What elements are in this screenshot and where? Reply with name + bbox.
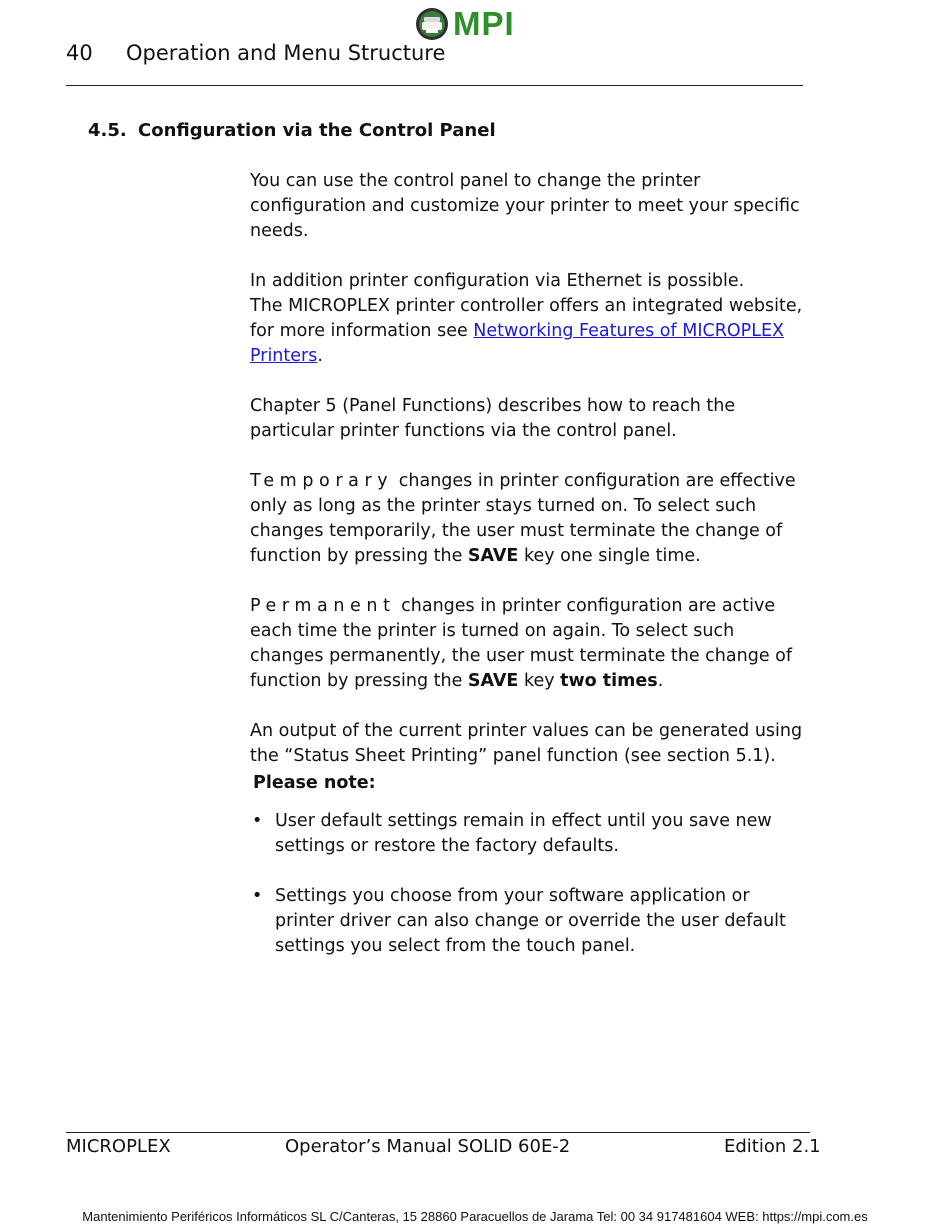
list-item: • Settings you choose from your software application or printer driver can also change or override the user default settings you select from the touch panel. xyxy=(252,886,786,956)
networking-features-link[interactable]: Networking Features of MICROPLEX Printers xyxy=(250,321,784,366)
footer-rule xyxy=(66,1132,810,1133)
footer-manual-title: Operator’s Manual SOLID 60E-2 xyxy=(285,1136,571,1157)
paragraph-intro: You can use the control panel to change the printer configuration and customize your printer to meet your specific needs. xyxy=(250,171,800,241)
bullet-icon: • xyxy=(252,811,263,831)
paragraph-status-sheet: An output of the current printer values can be generated using the “Status Sheet Printing” panel function (see section 5.1). xyxy=(250,721,803,766)
paragraph-permanent: Permanent changes in printer configuration are active each time the printer is turned on again. To select such changes permanently, the user must terminate the change of function by pressing the SAVE key two times. xyxy=(250,596,793,691)
permanent-term: Permanent xyxy=(250,596,396,616)
mpi-logo xyxy=(415,6,515,42)
header-rule xyxy=(66,85,803,86)
temporary-term: Temporary xyxy=(250,471,394,491)
note-heading: Please note: xyxy=(253,773,376,793)
page-number: 40 xyxy=(66,41,93,65)
bullet-icon: • xyxy=(252,886,263,906)
ethernet-line: In addition printer configuration via Ethernet is possible. xyxy=(250,271,745,291)
company-contact-line: Mantenimiento Periféricos Informáticos SL C/Canteras, 15 28860 Paracuellos de Jarama Tel: 00 34 917481604 WEB: https://mpi.com.es xyxy=(82,1209,868,1224)
website-text: The MICROPLEX printer controller offers an integrated website, for more information see xyxy=(250,296,803,341)
logo-text: MPI xyxy=(453,5,515,42)
two-times-emphasis: two times xyxy=(560,671,658,691)
paragraph-chapter5: Chapter 5 (Panel Functions) describes how to reach the particular printer functions via the control panel. xyxy=(250,396,736,441)
running-title: Operation and Menu Structure xyxy=(126,41,446,65)
list-item: • User default settings remain in effect until you save new settings or restore the factory defaults. xyxy=(252,811,772,856)
section-title: Configuration via the Control Panel xyxy=(138,120,496,141)
save-key-label: SAVE xyxy=(467,671,519,691)
section-heading xyxy=(88,119,496,143)
paragraph-temporary: Temporary changes in printer configuration are effective only as long as the printer stays turned on. To select such changes temporarily, the user must terminate the change of function by pressing the SAVE key one single time. xyxy=(250,471,796,566)
footer-brand: MICROPLEX xyxy=(66,1136,171,1157)
body-text xyxy=(250,169,810,794)
footer-edition: Edition 2.1 xyxy=(724,1136,821,1157)
printer-ball-icon xyxy=(415,7,449,41)
save-key-label: SAVE xyxy=(467,546,519,566)
section-number: 4.5. xyxy=(88,120,127,141)
paragraph-ethernet: In addition printer configuration via Ethernet is possible. The MICROPLEX printer controller offers an integrated website, for more information see Networking Features of MICROPLEX Printers. xyxy=(250,271,803,366)
note-list xyxy=(250,809,810,984)
